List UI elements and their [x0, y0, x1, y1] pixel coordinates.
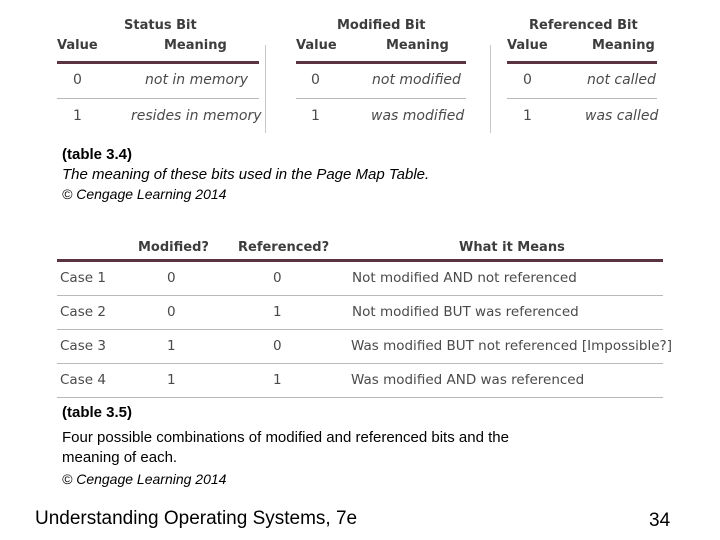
status-bit-row2-meaning: resides in memory	[131, 108, 262, 124]
status-bit-row-divider	[57, 98, 259, 99]
table-row	[57, 364, 663, 398]
table-separator-right	[490, 45, 491, 133]
modified-value: 0	[167, 304, 176, 320]
status-bit-row2-value: 1	[73, 108, 82, 124]
meaning-value: Not modified BUT was referenced	[352, 304, 579, 320]
table-3-5-caption-line2: meaning of each.	[62, 449, 178, 466]
meaning-value: Was modified BUT not referenced [Impossible?]	[351, 338, 672, 354]
modified-bit-row-divider	[296, 98, 466, 99]
referenced-value: 1	[273, 304, 282, 320]
status-bit-title: Status Bit	[124, 18, 197, 33]
referenced-column-header: Referenced?	[238, 240, 330, 255]
status-bit-meaning-header: Meaning	[164, 38, 227, 53]
modified-bit-table	[296, 18, 466, 133]
table-3-5-label: (table 3.5)	[62, 404, 133, 421]
referenced-bit-meaning-header: Meaning	[592, 38, 655, 53]
modified-bit-title: Modified Bit	[337, 18, 426, 33]
status-bit-header-rule	[57, 61, 259, 64]
referenced-bit-row-divider	[507, 98, 657, 99]
referenced-value: 0	[273, 270, 282, 286]
modified-bit-row1-meaning: not modified	[372, 72, 461, 88]
status-bit-value-header: Value	[57, 38, 98, 53]
modified-bit-value-header: Value	[296, 38, 337, 53]
referenced-bit-row2-value: 1	[523, 108, 532, 124]
status-bit-row1-value: 0	[73, 72, 82, 88]
case-label: Case 3	[60, 338, 106, 354]
modified-bit-header-rule	[296, 61, 466, 64]
meaning-value: Not modified AND not referenced	[352, 270, 577, 286]
modified-bit-row2-meaning: was modified	[371, 108, 465, 124]
status-bit-table	[57, 18, 262, 133]
page-number: 34	[649, 510, 671, 531]
table-3-4-caption: The meaning of these bits used in the Page Map Table.	[62, 166, 430, 183]
table-row	[57, 296, 663, 330]
referenced-bit-header-rule	[507, 61, 657, 64]
referenced-value: 1	[273, 372, 282, 388]
table-3-5-copyright: © Cengage Learning 2014	[62, 471, 227, 487]
referenced-bit-value-header: Value	[507, 38, 548, 53]
modified-bit-row2-value: 1	[311, 108, 320, 124]
modified-value: 1	[167, 372, 176, 388]
modified-column-header: Modified?	[138, 240, 209, 255]
referenced-value: 0	[273, 338, 282, 354]
modified-value: 1	[167, 338, 176, 354]
referenced-bit-row1-value: 0	[523, 72, 532, 88]
modified-bit-row1-value: 0	[311, 72, 320, 88]
meaning-value: Was modified AND was referenced	[351, 372, 585, 388]
table-row	[57, 330, 672, 364]
combination-table	[57, 238, 672, 400]
table-3-4-copyright: © Cengage Learning 2014	[62, 186, 227, 202]
footer-title: Understanding Operating Systems, 7e	[35, 508, 358, 529]
referenced-bit-row1-meaning: not called	[587, 72, 656, 88]
table-row	[57, 262, 663, 296]
case-label: Case 4	[60, 372, 106, 388]
referenced-bit-row2-meaning: was called	[585, 108, 659, 124]
referenced-bit-table	[507, 18, 657, 133]
modified-value: 0	[167, 270, 176, 286]
modified-bit-meaning-header: Meaning	[386, 38, 449, 53]
case-label: Case 2	[60, 304, 106, 320]
referenced-bit-title: Referenced Bit	[529, 18, 638, 33]
case-label: Case 1	[60, 270, 106, 286]
status-bit-row1-meaning: not in memory	[145, 72, 249, 88]
table-3-4-label: (table 3.4)	[62, 146, 133, 163]
table-separator-left	[265, 45, 266, 133]
meaning-column-header: What it Means	[459, 240, 565, 255]
table-3-5-caption-line1: Four possible combinations of modified and referenced bits and the	[62, 429, 509, 446]
